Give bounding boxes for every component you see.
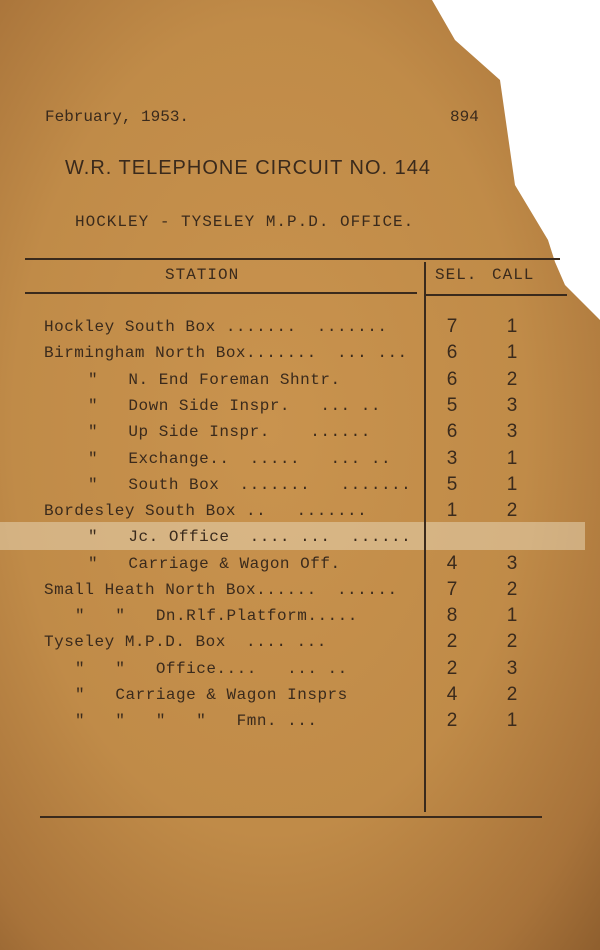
table-row [0,476,560,502]
call-value: 1 [506,605,518,626]
sel-value: 4 [446,553,458,574]
call-value: 2 [506,369,518,390]
table-row [0,371,560,397]
call-value: 3 [506,553,518,574]
circuit-title: W.R. TELEPHONE CIRCUIT NO. 144 [65,157,432,179]
call-value: 1 [506,448,518,469]
table-bottom-rule [40,816,542,818]
sel-value: 6 [446,369,458,390]
sel-value: 6 [446,342,458,363]
call-value: 3 [506,395,518,416]
call-value: 1 [506,474,518,495]
sel-value: 7 [446,579,458,600]
station-name: " " Dn.Rlf.Platform..... [75,607,358,625]
table-top-rule [25,258,560,260]
sel-value: 5 [446,474,458,495]
station-name: Bordesley South Box .. ....... [44,502,368,520]
station-name: Birmingham North Box....... ... ... [44,344,408,362]
sel-value: 3 [446,448,458,469]
station-name: " " " " Fmn. ... [75,712,318,730]
sel-value: 5 [446,395,458,416]
call-value: 3 [506,658,518,679]
station-name: " Carriage & Wagon Off. [88,555,341,573]
table-row [0,528,560,554]
call-value: 2 [506,579,518,600]
sel-call-header-rule [425,294,567,296]
station-name: Tyseley M.P.D. Box .... ... [44,633,327,651]
station-header-rule [25,292,417,294]
table-row [0,607,560,633]
station-name: Hockley South Box ....... ....... [44,318,388,336]
sel-value: 2 [446,710,458,731]
table-row [0,555,560,581]
station-name: " " Office.... ... .. [75,660,348,678]
station-name: " Exchange.. ..... ... .. [88,450,392,468]
table-row [0,686,560,712]
station-name: " South Box ....... ....... [88,476,412,494]
circuit-subtitle: HOCKLEY - TYSELEY M.P.D. OFFICE. [75,213,415,231]
call-value: 1 [506,316,518,337]
call-value: 2 [506,631,518,652]
table-row [0,581,560,607]
table-row [0,344,560,370]
station-column-header: STATION [165,266,240,284]
date-label: February, 1953. [45,108,190,126]
table-row [0,450,560,476]
station-name: " Carriage & Wagon Insprs [75,686,348,704]
sel-value: 4 [446,684,458,705]
table-row [0,318,560,344]
table-row [0,660,560,686]
sel-value: 7 [446,316,458,337]
table-row [0,423,560,449]
sel-value: 2 [446,658,458,679]
table-row [0,397,560,423]
station-name: " N. End Foreman Shntr. [88,371,341,389]
call-value: 2 [506,500,518,521]
table-row [0,633,560,659]
table-row [0,712,560,738]
call-value: 3 [506,421,518,442]
call-column-header: CALL [492,266,535,284]
station-name: Small Heath North Box...... ...... [44,581,398,599]
station-name: " Down Side Inspr. ... .. [88,397,381,415]
sel-value: 1 [446,500,458,521]
station-name: " Up Side Inspr. ...... [88,423,371,441]
call-value: 2 [506,684,518,705]
call-value: 1 [506,342,518,363]
call-value: 1 [506,710,518,731]
station-name: " Jc. Office .... ... ...... [88,528,412,546]
sel-value: 6 [446,421,458,442]
table-row [0,502,560,528]
sel-column-header: SEL. [435,266,478,284]
page-number: 894 [450,108,479,126]
sel-value: 8 [446,605,458,626]
sel-value: 2 [446,631,458,652]
